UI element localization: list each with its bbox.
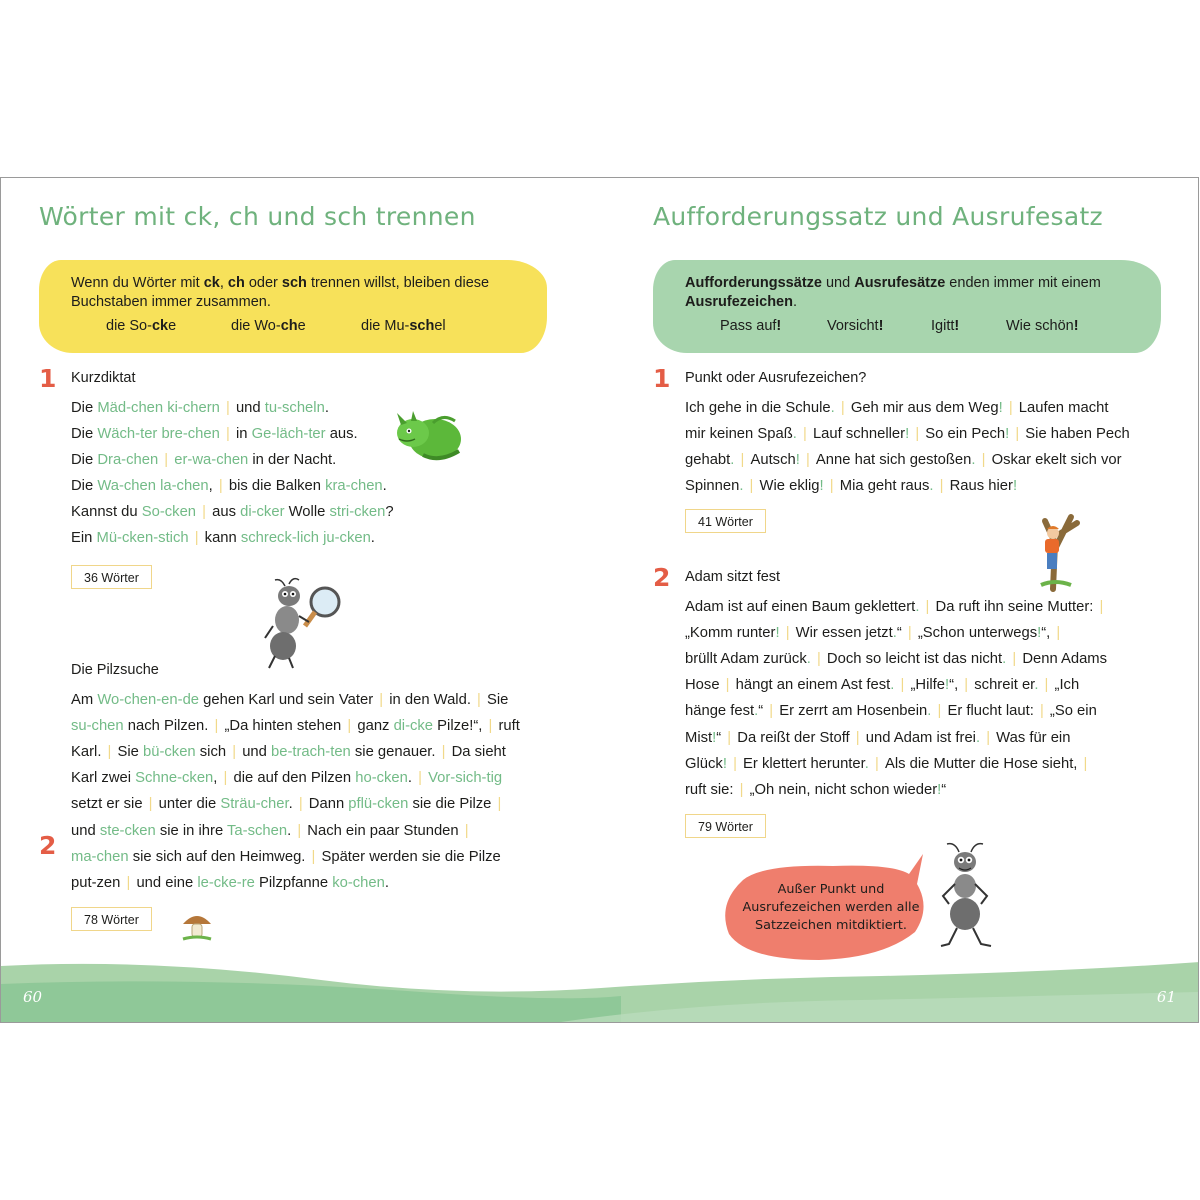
- pause-separator: |: [836, 400, 849, 416]
- pause-separator: |: [812, 651, 825, 668]
- text-line: [71, 452, 336, 468]
- hint-segment: Wäch-ter bre-chen: [97, 426, 220, 442]
- text-segment: Raus hier: [949, 478, 1013, 494]
- text-segment: Sie: [487, 692, 509, 708]
- pause-separator: |: [103, 744, 116, 761]
- hint-segment: ma-chen: [71, 848, 129, 865]
- hint-segment: .: [830, 400, 835, 416]
- page-title-left: Wörter mit ck, ch und sch trennen: [39, 202, 476, 231]
- text-segment: ganz: [357, 718, 394, 735]
- text-segment: Am: [71, 692, 98, 708]
- pause-separator: |: [982, 729, 995, 746]
- hint-segment: Schne-cken: [135, 770, 214, 787]
- pause-separator: |: [294, 796, 307, 813]
- text-segment: Wir essen jetzt: [795, 625, 893, 642]
- text-segment: “: [758, 703, 764, 720]
- pause-separator: |: [414, 770, 427, 787]
- text-segment: „So ein: [1049, 703, 1097, 720]
- text-segment: bis die Balken: [228, 478, 326, 494]
- text-segment: Da reißt der Stoff: [737, 729, 854, 746]
- text-segment: „Da hinten stehen: [224, 718, 346, 735]
- task-number-2-right: 2: [653, 563, 671, 592]
- text-segment: Oskar ekelt sich vor: [991, 452, 1122, 468]
- text-line: [685, 599, 1105, 615]
- task-number-1-right: 1: [653, 364, 671, 393]
- hint-segment: .: [929, 478, 934, 494]
- hint-segment: !: [1037, 625, 1042, 642]
- rule-bold: Aufforderungssätze: [685, 275, 822, 291]
- pause-separator: |: [781, 625, 794, 642]
- pause-separator: |: [379, 692, 388, 708]
- text-segment: mir keinen Spaß: [685, 426, 793, 442]
- hint-segment: di-cker: [240, 504, 285, 520]
- text-segment: Nach ein paar Stunden: [307, 822, 463, 839]
- pause-separator: |: [736, 452, 749, 468]
- text-segment: Da sieht: [451, 744, 506, 761]
- example-word: die Wo-che: [231, 318, 306, 334]
- text-segment: Er zerrt am Hosenbein: [779, 703, 928, 720]
- text-segment: .: [288, 796, 293, 813]
- text-segment: Doch so leicht ist das nicht: [826, 651, 1003, 668]
- text-segment: .: [370, 530, 375, 546]
- text-segment: Die: [71, 426, 98, 442]
- rule-text: enden immer mit einem: [945, 275, 1101, 291]
- text-line: [685, 703, 1097, 719]
- text-segment: sich: [195, 744, 231, 761]
- pause-separator: |: [232, 744, 241, 761]
- text-segment: ,: [213, 770, 222, 787]
- text-segment: brüllt Adam zurück: [685, 651, 807, 668]
- text-segment: Die: [71, 478, 98, 494]
- pause-separator: |: [735, 781, 748, 798]
- text-line: [685, 625, 1062, 641]
- text-segment: .: [407, 770, 413, 787]
- text-segment: „Oh nein, nicht schon wieder: [749, 781, 938, 798]
- hint-segment: .: [892, 625, 897, 642]
- pause-separator: |: [801, 452, 814, 468]
- hint-segment: Mü-cken-stich: [96, 530, 189, 546]
- hint-segment: !: [998, 400, 1003, 416]
- hint-segment: ko-chen: [332, 874, 385, 891]
- text-segment: Geh mir aus dem Weg: [850, 400, 999, 416]
- hint-segment: kra-chen: [325, 478, 383, 494]
- hint-segment: Sträu-cher: [220, 796, 289, 813]
- rule-bold: Ausrufesätze: [854, 275, 946, 291]
- pause-separator: |: [307, 848, 320, 865]
- page-number-left: 60: [23, 988, 43, 1006]
- text-segment: put-zen: [71, 874, 125, 891]
- text-segment: Später werden sie die Pilze: [321, 848, 501, 865]
- text-segment: .: [324, 400, 329, 416]
- text-segment: Adam ist auf einen Baum geklettert: [685, 599, 916, 615]
- text-segment: Mist: [685, 729, 713, 746]
- hint-segment: Wa-chen la-chen: [97, 478, 209, 494]
- pause-separator: |: [221, 400, 234, 416]
- text-segment: schreit er: [974, 677, 1035, 694]
- pause-separator: |: [1079, 755, 1088, 772]
- hint-segment: Ge-läch-ter: [251, 426, 326, 442]
- hint-segment: .: [730, 452, 735, 468]
- pause-separator: |: [765, 703, 778, 720]
- pause-separator: |: [1008, 651, 1021, 668]
- pause-separator: |: [870, 755, 883, 772]
- task-title-punkt: Punkt oder Ausrufezeichen?: [685, 370, 867, 386]
- text-segment: und: [71, 822, 100, 839]
- hint-segment: !: [819, 478, 824, 494]
- hint-segment: be-trach-ten: [271, 744, 351, 761]
- pause-separator: |: [911, 426, 924, 442]
- text-segment: “: [716, 729, 722, 746]
- hint-segment: .: [975, 729, 981, 746]
- text-line: [685, 677, 1079, 693]
- text-segment: ruft: [498, 718, 520, 735]
- rule-text: oder: [244, 275, 282, 291]
- pause-separator: |: [896, 677, 909, 694]
- text-segment: und: [242, 744, 271, 761]
- pause-separator: |: [472, 692, 486, 708]
- text-segment: Ein: [71, 530, 97, 546]
- hint-segment: ste-cken: [99, 822, 156, 839]
- example-sentence: Pass auf!: [720, 318, 782, 334]
- pause-separator: |: [484, 718, 497, 735]
- pause-separator: |: [933, 703, 946, 720]
- pause-separator: |: [221, 426, 234, 442]
- task-number-2-left: 2: [39, 831, 57, 860]
- text-segment: So ein Pech: [925, 426, 1006, 442]
- hint-segment: Dra-chen: [97, 452, 159, 468]
- text-segment: Spinnen: [685, 478, 740, 494]
- text-segment: nach Pilzen.: [123, 718, 209, 735]
- rule-text: Wenn du Wörter mit: [71, 275, 204, 291]
- pause-separator: |: [903, 625, 916, 642]
- hint-segment: Vor-sich-tig: [428, 770, 503, 787]
- text-segment: kann: [204, 530, 241, 546]
- text-line: [685, 478, 1017, 494]
- hint-segment: !: [795, 452, 800, 468]
- text-segment: “: [896, 625, 902, 642]
- pause-separator: |: [160, 452, 173, 468]
- text-segment: und: [235, 400, 265, 416]
- hint-segment: Wo-chen-en-de: [97, 692, 200, 708]
- text-segment: Anne hat sich gestoßen: [815, 452, 972, 468]
- text-segment: „Komm runter: [685, 625, 776, 642]
- text-line: [71, 692, 508, 708]
- text-segment: Pilzpfanne: [254, 874, 333, 891]
- hint-segment: .: [739, 478, 744, 494]
- text-line: [71, 400, 329, 416]
- text-segment: Sie: [117, 744, 144, 761]
- text-line: [71, 478, 387, 494]
- text-segment: in der Nacht.: [248, 452, 337, 468]
- text-segment: Die: [71, 452, 98, 468]
- hint-segment: !: [775, 625, 780, 642]
- rule-bold: Ausrufezeichen: [685, 294, 793, 310]
- hint-segment: er-wa-chen: [174, 452, 249, 468]
- text-line: [685, 400, 1108, 416]
- text-segment: Sie haben Pech: [1025, 426, 1130, 442]
- text-line: [71, 849, 501, 865]
- text-segment: Er klettert herunter: [743, 755, 865, 772]
- hint-segment: .: [1002, 651, 1007, 668]
- text-segment: die auf den Pilzen: [233, 770, 356, 787]
- text-segment: .: [382, 478, 387, 494]
- text-segment: Er flucht laut:: [947, 703, 1034, 720]
- text-segment: Lauf schneller: [812, 426, 906, 442]
- pause-separator: |: [725, 677, 734, 694]
- text-segment: Ich gehe in die Schule: [685, 400, 831, 416]
- task-title-pilzsuche: Die Pilzsuche: [71, 662, 159, 678]
- rule-text: ,: [219, 275, 228, 291]
- rule-text-right: [685, 274, 1145, 312]
- pause-separator: |: [960, 677, 973, 694]
- text-segment: „Ich: [1054, 677, 1080, 694]
- pause-separator: |: [1052, 625, 1061, 642]
- text-line: [685, 426, 1130, 442]
- task-title-kurzdiktat: Kurzdiktat: [71, 370, 136, 386]
- book-spread: [0, 177, 1199, 1023]
- text-segment: ?: [385, 504, 394, 520]
- rule-bold: sch: [281, 275, 307, 291]
- hint-segment: .: [927, 703, 932, 720]
- pause-separator: |: [437, 744, 450, 761]
- text-line: [685, 756, 1089, 772]
- pause-separator: |: [190, 530, 203, 546]
- pause-separator: |: [210, 718, 223, 735]
- hint-segment: .: [754, 703, 759, 720]
- text-segment: .: [287, 822, 292, 839]
- pause-separator: |: [464, 822, 469, 839]
- ant-magnifier-illustration: [263, 576, 345, 671]
- text-segment: Als die Mutter die Hose sieht,: [884, 755, 1078, 772]
- text-segment: Was für ein: [996, 729, 1071, 746]
- text-line: [71, 504, 394, 520]
- rule-text: .: [792, 294, 798, 310]
- text-segment: ruft sie:: [685, 781, 734, 798]
- hint-segment: !: [937, 781, 942, 798]
- text-segment: “: [941, 781, 947, 798]
- text-segment: gehen Karl und sein Vater: [199, 692, 378, 708]
- text-segment: “,: [1041, 625, 1051, 642]
- speech-bubble-text: Außer Punkt und Ausrufezeichen werden alle Satzzeichen mitdiktiert.: [742, 882, 920, 933]
- pause-separator: |: [1011, 426, 1024, 442]
- text-segment: „Hilfe: [910, 677, 946, 694]
- text-segment: sie in ihre: [155, 822, 228, 839]
- hint-segment: pflü-cken: [348, 796, 409, 813]
- example-word: die So-cke: [106, 318, 177, 334]
- pause-separator: |: [798, 426, 811, 442]
- text-segment: Da ruft ihn seine Mutter:: [935, 599, 1094, 615]
- rule-box-left: [39, 260, 547, 353]
- hint-segment: .: [971, 452, 976, 468]
- hint-segment: su-chen: [71, 718, 124, 735]
- pause-separator: |: [148, 796, 157, 813]
- dragon-illustration: [393, 411, 465, 463]
- example-sentence: Wie schön!: [1006, 318, 1079, 334]
- text-segment: Autsch: [750, 452, 796, 468]
- text-line: [71, 796, 503, 812]
- pause-separator: |: [855, 729, 864, 746]
- text-segment: Dann: [308, 796, 349, 813]
- pause-separator: |: [921, 599, 934, 615]
- text-segment: und eine: [136, 874, 198, 891]
- text-line: [685, 651, 1107, 667]
- text-segment: aus: [212, 504, 241, 520]
- text-segment: und Adam ist frei: [865, 729, 976, 746]
- hint-segment: .: [806, 651, 811, 668]
- example-sentence: Igitt!: [931, 318, 960, 334]
- text-segment: Denn Adams: [1022, 651, 1108, 668]
- pause-separator: |: [198, 504, 211, 520]
- pause-separator: |: [723, 729, 736, 746]
- hint-segment: di-cke: [393, 718, 434, 735]
- pause-separator: |: [347, 718, 356, 735]
- text-line: [685, 730, 1070, 746]
- task-title-adam: Adam sitzt fest: [685, 569, 781, 585]
- pause-separator: |: [745, 478, 758, 494]
- text-line: [71, 426, 358, 442]
- text-segment: in: [235, 426, 252, 442]
- hint-segment: !: [1005, 426, 1010, 442]
- hint-segment: .: [890, 677, 895, 694]
- rule-box-right: [653, 260, 1161, 353]
- hint-segment: Ta-schen: [227, 822, 288, 839]
- text-segment: .: [384, 874, 389, 891]
- pause-separator: |: [825, 478, 838, 494]
- text-line: [71, 770, 502, 786]
- text-segment: Laufen macht: [1018, 400, 1109, 416]
- pause-separator: |: [1040, 677, 1053, 694]
- word-count-box: 78 Wörter: [71, 907, 152, 931]
- pause-separator: |: [126, 874, 135, 891]
- text-line: [71, 718, 520, 734]
- example-sentence: Vorsicht!: [827, 318, 884, 334]
- hint-segment: schreck-lich ju-cken: [240, 530, 371, 546]
- hint-segment: !: [722, 755, 727, 772]
- hint-segment: .: [915, 599, 920, 615]
- text-segment: Glück: [685, 755, 723, 772]
- text-segment: Kannst du: [71, 504, 142, 520]
- text-segment: unter die: [158, 796, 221, 813]
- word-count-box: 36 Wörter: [71, 565, 152, 589]
- hint-segment: bü-cken: [143, 744, 196, 761]
- rule-text: trennen willst, bleiben diese Buchstaben immer zusammen.: [71, 275, 490, 310]
- text-segment: „Schon unterwegs: [917, 625, 1038, 642]
- hint-segment: So-cken: [141, 504, 197, 520]
- hint-segment: !: [905, 426, 910, 442]
- text-segment: sie sich auf den Heimweg.: [128, 848, 306, 865]
- text-segment: gehabt: [685, 452, 731, 468]
- pause-separator: |: [218, 478, 227, 494]
- text-segment: ,: [208, 478, 217, 494]
- hint-segment: ho-cken: [355, 770, 408, 787]
- text-segment: Wolle: [284, 504, 330, 520]
- text-segment: sie genauer.: [350, 744, 436, 761]
- text-line: [71, 823, 471, 839]
- pause-separator: |: [223, 770, 232, 787]
- pause-separator: |: [497, 796, 502, 813]
- rule-bold: ch: [227, 275, 245, 291]
- word-count-box: 41 Wörter: [685, 509, 766, 533]
- pause-separator: |: [977, 452, 990, 468]
- text-segment: Wie eklig: [759, 478, 820, 494]
- text-segment: hänge fest: [685, 703, 755, 720]
- hint-segment: .: [1034, 677, 1039, 694]
- pause-separator: |: [1095, 599, 1104, 615]
- text-segment: Karl.: [71, 744, 102, 761]
- text-segment: hängt an einem Ast fest: [735, 677, 891, 694]
- text-line: [71, 744, 506, 760]
- text-line: [685, 452, 1122, 468]
- hint-segment: .: [792, 426, 797, 442]
- hint-segment: .: [864, 755, 869, 772]
- pause-separator: |: [728, 755, 742, 772]
- text-line: [71, 875, 389, 891]
- text-segment: Mia geht raus: [839, 478, 930, 494]
- text-segment: Pilze!“,: [433, 718, 483, 735]
- word-count-box: 79 Wörter: [685, 814, 766, 838]
- hint-segment: stri-cken: [329, 504, 386, 520]
- rule-bold: ck: [203, 275, 220, 291]
- text-segment: “,: [949, 677, 959, 694]
- page-title-right: Aufforderungssatz und Ausrufesatz: [653, 202, 1103, 231]
- hint-segment: le-cke-re: [197, 874, 255, 891]
- text-line: [685, 782, 946, 798]
- hint-segment: Mäd-chen ki-chern: [97, 400, 220, 416]
- bottom-wave: [1, 962, 1199, 1022]
- hint-segment: !: [945, 677, 950, 694]
- page-number-right: 61: [1156, 988, 1176, 1006]
- ant-standing-illustration: [935, 842, 997, 948]
- tree-boy-illustration: [1031, 513, 1081, 589]
- hint-segment: !: [712, 729, 717, 746]
- text-segment: setzt er sie: [71, 796, 147, 813]
- text-segment: sie die Pilze: [408, 796, 496, 813]
- text-segment: Karl zwei: [71, 770, 136, 787]
- mushroom-illustration: [181, 910, 213, 942]
- text-segment: in den Wald.: [389, 692, 471, 708]
- pause-separator: |: [293, 822, 306, 839]
- text-segment: Die: [71, 400, 98, 416]
- task-number-1-left: 1: [39, 364, 57, 393]
- text-segment: aus.: [325, 426, 358, 442]
- rule-text: und: [821, 275, 855, 291]
- pause-separator: |: [1035, 703, 1048, 720]
- rule-text-left: [71, 274, 531, 312]
- text-line: [71, 530, 375, 546]
- hint-segment: !: [1012, 478, 1018, 494]
- pause-separator: |: [935, 478, 948, 494]
- text-segment: Hose: [685, 677, 724, 694]
- hint-segment: tu-scheln: [264, 400, 325, 416]
- pause-separator: |: [1004, 400, 1017, 416]
- example-word: die Mu-schel: [361, 318, 446, 334]
